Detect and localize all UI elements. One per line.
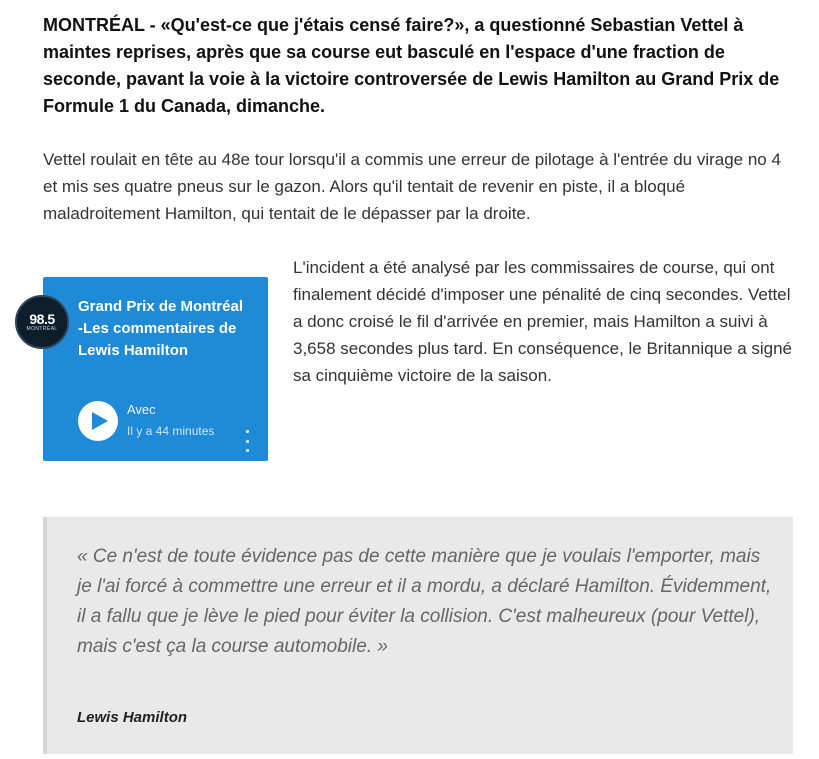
article-paragraph-2: L'incident a été analysé par les commissaires de course, qui ont finalement décidé d'imposer une pénalité de cinq secondes. Vettel a donc croisé le fil d'arrivée en premier, mais Hamilton a suivi à 3,658 secondes plus tard. En conséquence, le Britannique a signé sa cinquième victoire de la saison.: [293, 258, 793, 385]
audio-card-host: Avec: [127, 402, 156, 417]
article-lead: MONTRÉAL - «Qu'est-ce que j'étais censé faire?», a questionné Sebastian Vettel à maintes reprises, après que sa course eut basculé en l'espace d'une fraction de seconde, pavant la voie à la victoire controversée de Lewis Hamilton au Grand Prix de Formule 1 du Canada, dimanche.: [43, 15, 780, 116]
quote-author: Lewis Hamilton: [77, 709, 188, 726]
quote-text: « Ce n'est de toute évidence pas de cette manière que je voulais l'emporter, mais je l'ai forcé à commettre une erreur et il a mordu, a déclaré Hamilton. Évidemment, il a fallu que je lève le pied pour éviter la collision. C'est malheureux (pour Vettel), mais c'est ça la course automobile. »: [77, 546, 772, 657]
audio-card-title[interactable]: Grand Prix de Montréal -Les commentaires de Lewis Hamilton: [78, 298, 244, 359]
article-paragraph-1: Vettel roulait en tête au 48e tour lorsqu'il a commis une erreur de pilotage à l'entrée du virage no 4 et mis ses quatre pneus sur le gazon. Alors qu'il tentait de revenir en piste, il a bloqué maladroitement Hamilton, qui tentait de le dépasser par la droite.: [43, 150, 781, 223]
play-icon: [92, 412, 108, 430]
station-logo-number: 98.5: [29, 310, 55, 327]
more-vertical-icon[interactable]: [239, 430, 255, 452]
play-button[interactable]: [78, 401, 118, 441]
pull-quote: [43, 517, 793, 754]
station-logo-label: MONTRÉAL: [26, 325, 58, 332]
audio-card-timestamp: Il y a 44 minutes: [127, 424, 215, 438]
station-logo: [15, 295, 69, 349]
audio-card[interactable]: [26, 277, 268, 461]
